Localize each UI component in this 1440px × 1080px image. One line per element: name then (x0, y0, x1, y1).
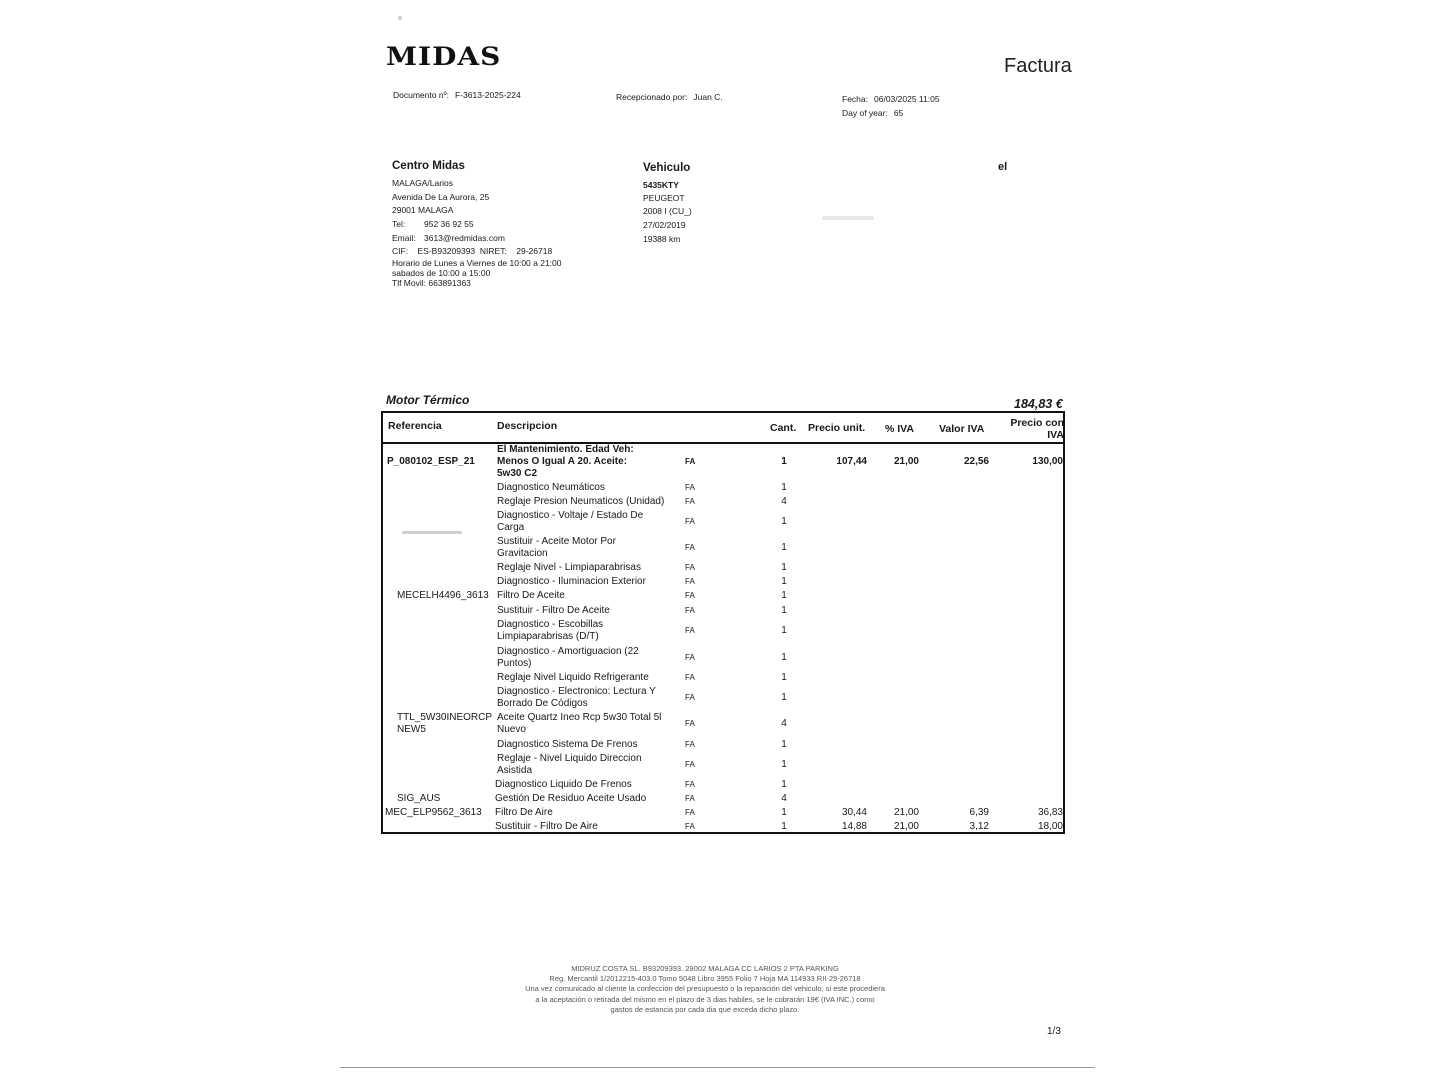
table-row (383, 646, 1063, 670)
table-row (383, 712, 1063, 736)
cell-iva-pct: 21,00 (893, 456, 919, 467)
cell-cant: 1 (781, 605, 787, 616)
midas-logo: MIDAS (386, 41, 502, 72)
cell-valor-iva: 22,56 (963, 456, 989, 467)
cell-fa: FA (685, 794, 695, 803)
cell-descripcion: Filtro De Aire (495, 807, 553, 818)
cell-fa: FA (685, 740, 695, 749)
redaction-mark (822, 216, 874, 220)
client-fragment: el (998, 161, 1008, 173)
table-row (383, 482, 1063, 494)
cell-cant: 1 (781, 482, 787, 493)
page-number: 1/3 (1047, 1026, 1061, 1037)
cell-precio-con-iva: 130,00 (1032, 456, 1063, 467)
cell-descripcion: Reglaje Presion Neumaticos (Unidad) (497, 496, 665, 507)
cell-cant: 1 (781, 562, 787, 573)
recepcionado-por: Recepcionado por: Juan C. (616, 92, 723, 102)
cell-descripcion: Diagnostico Sistema De Frenos (497, 739, 638, 750)
vehiculo-brand: PEUGEOT (643, 193, 685, 203)
table-row (383, 496, 1063, 508)
vehiculo-km: 19388 km (643, 234, 681, 244)
table-row (383, 821, 1063, 833)
cell-cant: 1 (781, 456, 787, 467)
footer-line: Una vez comunicado al cliente la confección del presupuesto o la reparación del vehiculo, si este procediera (525, 984, 885, 994)
cell-descripcion: Reglaje Nivel - Limpiaparabrisas (497, 562, 641, 573)
section-title: Motor Térmico (386, 393, 470, 407)
table-row (383, 619, 1063, 643)
cell-referencia: MECELH4496_3613 (397, 590, 489, 601)
cell-cant: 1 (781, 576, 787, 587)
cell-cant: 1 (781, 739, 787, 750)
cell-cant: 1 (781, 542, 787, 553)
footer-line: Reg. Mercantil 1/2012215-403.0 Tomo 5048 Libro 3955 Folio 7 Hoja MA 114933 RII-29-26718 (549, 974, 861, 984)
day-of-year: Day of year: 65 (842, 108, 904, 118)
cell-fa: FA (685, 719, 695, 728)
cell-fa: FA (685, 577, 695, 586)
footer-line: a la aceptación o retirada del mismo en el plazo de 3 dias habiles, se le cobrarán 19€ (IVA INC.) como (535, 994, 875, 1004)
cell-fa: FA (685, 591, 695, 600)
cell-descripcion: Diagnostico - Amortiguacion (22 Puntos) (497, 646, 639, 669)
cell-cant: 1 (781, 672, 787, 683)
cell-descripcion: Diagnostico - Iluminacion Exterior (497, 576, 646, 587)
centro-email: Email: 3613@redmidas.com (392, 233, 505, 243)
cell-descripcion: Reglaje Nivel Liquido Refrigerante (497, 672, 649, 683)
cell-cant: 1 (781, 625, 787, 636)
bottom-rule (340, 1067, 1095, 1068)
scan-speck (398, 16, 402, 20)
col-precio-unit: Precio unit. (808, 422, 866, 434)
cell-referencia: TTL_5W30INEORCP NEW5 (397, 712, 492, 735)
cell-descripcion: El Mantenimiento. Edad Veh: Menos O Igual A 20. Aceite: 5w30 C2 (497, 444, 634, 479)
cell-fa: FA (685, 822, 695, 831)
cell-descripcion: Sustituir - Filtro De Aire (495, 821, 598, 832)
cell-cant: 4 (781, 496, 787, 507)
cell-iva-pct: 21,00 (893, 821, 919, 832)
footer-line: MIDRUZ COSTA SL. B93209393. 29002 MALAGA CC LARIOS 2 PTA PARKING (571, 964, 839, 973)
cell-referencia: P_080102_ESP_21 (387, 456, 475, 467)
table-row (383, 444, 1063, 480)
document-type-title: Factura (1004, 55, 1072, 77)
cell-fa: FA (685, 693, 695, 702)
cell-cant: 1 (781, 590, 787, 601)
vehiculo-plate: 5435KTY (643, 180, 679, 190)
centro-cif: CIF: ES-B93209393 NIRET: 29-26718 (392, 246, 553, 256)
centro-title: Centro Midas (392, 160, 465, 172)
table-row (383, 510, 1063, 534)
table-row (383, 807, 1063, 819)
table-row (383, 672, 1063, 684)
centro-movil: Tlf Movil: 663891363 (392, 278, 471, 288)
cell-descripcion: Aceite Quartz Ineo Rcp 5w30 Total 5l Nuevo (497, 712, 662, 735)
cell-descripcion: Diagnostico - Escobillas Limpiaparabrisas (D/T) (497, 619, 604, 642)
cell-fa: FA (685, 517, 695, 526)
cell-fa: FA (685, 563, 695, 572)
cell-descripcion: Sustituir - Filtro De Aceite (497, 605, 610, 616)
cell-fa: FA (685, 483, 695, 492)
table-row (383, 576, 1063, 588)
cell-descripcion: Sustituir - Aceite Motor Por Gravitacion (497, 536, 616, 559)
table-row (383, 753, 1063, 777)
cell-fa: FA (685, 780, 695, 789)
table-row (383, 590, 1063, 602)
table-row (383, 605, 1063, 617)
cell-precio-unit: 30,44 (841, 807, 867, 818)
cell-cant: 1 (781, 821, 787, 832)
centro-horario-2: sabados de 10:00 a 15:00 (392, 268, 491, 278)
cell-descripcion: Reglaje - Nivel Liquido Direccion Asistida (497, 753, 642, 776)
documento-number: Documento nº: F-3613-2025-224 (393, 90, 521, 100)
cell-fa: FA (685, 457, 696, 466)
cell-fa: FA (685, 543, 695, 552)
vehiculo-title: Vehiculo (643, 162, 691, 174)
section-total: 184,83 € (1014, 397, 1063, 411)
cell-fa: FA (685, 673, 695, 682)
fecha: Fecha: 06/03/2025 11:05 (842, 94, 940, 104)
cell-cant: 4 (781, 793, 787, 804)
cell-fa: FA (685, 760, 695, 769)
table-row (383, 686, 1063, 710)
centro-address-2: Avenida De La Aurora, 25 (392, 192, 490, 202)
cell-descripcion: Filtro De Aceite (497, 590, 565, 601)
table-row (383, 793, 1063, 805)
vehiculo-model: 2008 I (CU_) (643, 206, 692, 216)
cell-cant: 1 (781, 779, 787, 790)
cell-cant: 4 (781, 718, 787, 729)
col-cant: Cant. (770, 422, 797, 434)
cell-cant: 1 (781, 516, 787, 527)
cell-cant: 1 (781, 807, 787, 818)
cell-referencia: MEC_ELP9562_3613 (385, 807, 482, 818)
col-valor-iva: Valor IVA (939, 423, 985, 435)
cell-referencia: SIG_AUS (397, 793, 441, 804)
cell-iva-pct: 21,00 (893, 807, 919, 818)
cell-cant: 1 (781, 759, 787, 770)
col-referencia: Referencia (388, 420, 442, 432)
cell-precio-con-iva: 18,00 (1037, 821, 1063, 832)
cell-fa: FA (685, 606, 695, 615)
cell-valor-iva: 6,39 (969, 807, 989, 818)
col-descripcion: Descripcion (497, 420, 558, 432)
centro-address-3: 29001 MALAGA (392, 205, 454, 215)
cell-precio-con-iva: 36,83 (1037, 807, 1063, 818)
cell-precio-unit: 14,88 (841, 821, 867, 832)
cell-descripcion: Diagnostico - Electronico: Lectura Y Borrado De Códigos (497, 686, 656, 709)
table-row (383, 779, 1063, 791)
cell-descripcion: Gestión De Residuo Aceite Usado (495, 793, 647, 804)
footer-line: gastos de estancia por cada dia que exceda dicho plazo. (610, 1004, 800, 1014)
cell-cant: 1 (781, 692, 787, 703)
col-precio-con-iva: Precio con IVA (1010, 417, 1064, 441)
cell-fa: FA (685, 808, 695, 817)
centro-horario-1: Horario de Lunes a Viernes de 10:00 a 21:00 (392, 258, 562, 268)
vehiculo-date: 27/02/2019 (643, 220, 686, 230)
cell-cant: 1 (781, 652, 787, 663)
centro-address-1: MALAGA/Larios (392, 178, 453, 188)
table-row (383, 562, 1063, 574)
table-row (383, 536, 1063, 560)
cell-valor-iva: 3,12 (969, 821, 989, 832)
cell-precio-unit: 107,44 (836, 456, 867, 467)
table-row (383, 739, 1063, 751)
cell-fa: FA (685, 626, 695, 635)
centro-tel: Tel: 952 36 92 55 (392, 219, 474, 229)
cell-fa: FA (685, 653, 695, 662)
cell-descripcion: Diagnostico - Voltaje / Estado De Carga (497, 510, 644, 533)
cell-fa: FA (685, 497, 695, 506)
legal-footer (500, 964, 910, 1015)
col-iva-pct: % IVA (885, 423, 914, 435)
cell-descripcion: Diagnostico Neumáticos (497, 482, 605, 493)
cell-descripcion: Diagnostico Liquido De Frenos (495, 779, 632, 790)
